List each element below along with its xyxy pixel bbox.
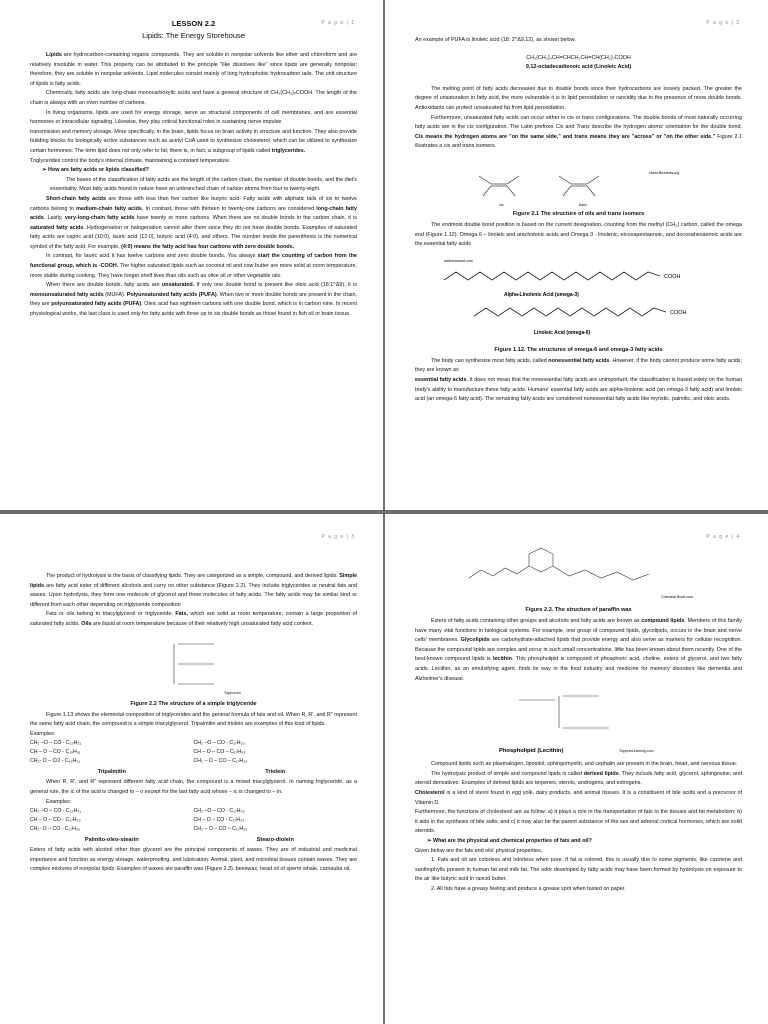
page-number: P a g e | 2: [706, 20, 740, 26]
paraffin-wax-structure: [429, 546, 729, 604]
paragraph: An example of PUFA is linoleic acid (18: 2^Δ9,12), as shown below.: [415, 37, 576, 43]
paragraph: The body can synthesize most fatty acids, called nonessential fatty acids. However, if the body cannot produce some fatty acids; they are known as: [415, 357, 743, 374]
compound-names: Palmito-oleo-stearin Stearo-diolein: [84, 837, 294, 844]
lesson-title: Lipids: The Energy Storehouse: [142, 31, 245, 40]
paragraph: Furthermore, the functions of cholesterol are as follow: a) it plays a role in the transportation of fats to the tissues and fat metabolism; b) it aids in the synthesis of bile salts; and c) it may also be the parent substance of the sex and adrenal cortical hormones, which are solid steroids.: [415, 809, 742, 835]
page-number: P a g e | 3: [321, 534, 355, 540]
paragraph: Given below are the fats and oils' physical properties,: [415, 847, 543, 854]
page-2: [385, 0, 768, 510]
paragraph: The melting point of fatty acids decreases due to double bonds since their hydrocarbons are loosely packed. The greater the degree of unsaturation in fatty acid, the more vulnerable it is to lipid peroxidation or rancidity due to the presence of more double bonds. Antioxidants can protect unsaturated fat from lipid peroxidation.: [415, 85, 742, 111]
figure-caption: Figure 2.3. The structure of paraffin wax: [525, 607, 632, 613]
paragraph: In contrast, for lauric acid it has twelve carbons and zero double bonds. You always start the counting of carbon from the functional group, which is -COOH. The higher saturated lipids such as coconut oil and cow butter are more solid at room temperature, more stable during cooking. They have longer shelf lives than oils such as olive oil or other vegetable oils.: [30, 253, 358, 279]
lesson-number: LESSON 2.2: [171, 19, 216, 28]
paragraph: 1. Fats and oil are colorless and odorless when pure. If fat is colored, this is usually due to some pigments, like carotene and xanthophylls present in human fat and milk fat. The odor developed by fatty acids may have been formed by hydrolysis on exposure to the air like butyric acid in rancid butter.: [415, 857, 742, 883]
paragraph: essential fatty acids. It does not mean that the nonessential fatty acids are unimportant; the classification is based solely on the human body's ability to manufacture these fatty acids. Humans' essential fatty acids are alpha-linolenic acid (an omega-3 fatty acid) and linoleic acid (an omega-6 fatty acid). The remaining fatty acids are considered nonessential fatty acids like myristic, palmitic, and oleic acids.: [415, 376, 742, 403]
page-4: [385, 514, 768, 1024]
question-heading: ➢ How are fatty acids or lipids classified?: [42, 167, 149, 174]
paragraph: Compound lipids such as plasmalogen, lipositol, sphingomyelin, and cephalin are present in the brain, heart, and nervous tissue.: [431, 761, 738, 768]
svg-text:COOH: COOH: [669, 309, 686, 316]
paragraph: Esters of fatty acids containing other groups and alcohols and fatty acids are known as compound lipids. Members of this family have many vital functions in biological systems. For example, one group of compound lipids, glycolipids, occurs in the brain and nerve cells' membranes. Glycolipids are carbohydrate-attached lipids that provide energy and also serve as markers for cellular recognition. Because the compound lipids are complex and occur in such small concentrations, little has been known about them recently. One of the best-known compound lipids is lecithin. This phospholipid is composed of phosphoric acid, choline, esters of glycerol, and two fatty acids. Lecithin, as an emulsifying agent, finds its way in the food industry and medicine for memory disorders like dementia and Alzheimer's disease.: [415, 618, 742, 682]
paragraph: In living organisms, lipids are used for energy storage, serve as structural components of cell membranes, and are essential hormones or intracellular signaling. Likewise, they play critical functional roles in sustaining nerve impulse: [30, 109, 357, 126]
figure-caption: Figure 2.1 The structure of oils and trans isomers: [512, 210, 645, 217]
examples-label: Examples:: [46, 798, 72, 805]
paragraph: Chemically, fatty acids are long-chain monocarboxylic acids and have a general structure of CH₃(CH₂)ₙCOOH. The length of the chain is always with an even number of carbons.: [30, 90, 357, 106]
paragraph: The bases of the classification of fatty acids are the length of the carbon chain, the number of double bonds, and the diet's essentiality. Most fatty acids found in nature have an unbranched chain of carbon atoms from four to twenty-eight.: [50, 176, 357, 193]
page-number: P a g e | 1: [321, 20, 355, 26]
page-1: [0, 0, 383, 510]
linoleic-label: Linoleic Acid (omega-6): [533, 329, 590, 336]
omega-fatty-acid-diagram: [424, 252, 734, 344]
lecithin-structure: [479, 686, 679, 758]
paragraph: Short-chain fatty acids are those with less than five carbon like butyric acid. Fatty acids with aliphatic tails of six to twelve carbons belong to medium-chain fatty acids. In contrast, those with thirteen to twenty-one carbons are considered long-chain fatty acids. Lastly, very-long-chain fatty acids have twenty or more carbons. When there are no double bonds in the carbon chain, it is saturated fatty acids. Hydrogenation or halogenation cannot alter them since they do not have double bonds. Examples of saturated fatty acids are capric acid (10:0), lauric acid (12:0), butyric acid (4:0), and others. The number inside the parenthesis is the numerical symbol of the fatty acid. For example, (4:0) means the fatty acid has four carbons with zero double bonds.: [30, 195, 357, 250]
paragraph: When there are double bonds, fatty acids are unsaturated. If only one double bond is present like oleic acid (18:1^Δ9), it is monounsaturated fatty acids (MUFA). Polyunsaturated fatty acids (PUFA). When two or more double bonds are present in the chain, they are polyunsaturated fatty acids (PUFA). Oleic acid has eighteen carbons with one double bond, which is in carbon nine. In recent physiological works, the last class is used only for fatty acids with three up to six double bonds as those found in fish oil or brain tissue.: [30, 282, 357, 318]
paragraph: The endmost double bond position is based on the current designation, counting from the methyl (CH₃) carbon, called the omega end (Figure 1.12). Omega 6 – linoleic and arachidonic acids and Omega 3 - linolenic, eicosapentaenoic, and docosahexaenoic acids are the essential fatty acids: [415, 221, 742, 248]
paragraph: Furthermore, unsaturated fatty acids can occur either in cis or trans configurations. The double bonds of most naturally occurring fatty acids are in the cis configuration. The Latin prefixes Cis and Trans describe the hydrogen atoms' orientation for the double bond. Cis means the hydrogen atoms are "on the same side," and trans means they are "across" or "on the other side." Figure 2.1 illustrates a cis and trans isomers.: [415, 114, 743, 150]
figure-caption: Figure 2.2 The structure of a simple triglyceride: [130, 700, 257, 707]
paragraph: The product of hydrolysis is the basis of classifying lipids. They are categorized as a simple, compound, and derived lipids. Simple lipids are fatty acid ester of different alcohols and carry no other substance (Figure 2.2). They include triglycerides or neutral fats and waxes. Upon hydrolysis, they form one molecule of glycerol and three molecules of fatty acids. The fatty acids may be similar kind or different from each other depending on triglyceride composition: [30, 573, 357, 608]
paragraph: Esters of fatty acids with alcohol other than glycerol are the principal components of waxes. They are of industrial and medicinal importance and function as energy storage, waterproofing, and lubrication. Animal, plant, and microbial tissues contain waxes. They are complex mixtures of nonpolar lipids. Examples of waxes are paraffin wax (Figure 2.3), beeswax, head oil of sperm whale, carnauba oil,: [30, 847, 357, 873]
question-heading: ➢ What are the physical and chemical properties of fats and oil?: [427, 837, 592, 844]
paragraph: Cholesterol is a kind of sterol found in egg yolk, dairy products, and animal tissues. It is a constituent of bile acids and a precursor of Vitamin D.: [415, 789, 742, 806]
page-3: [0, 514, 383, 1024]
paragraph: The hydrolysis product of simple and compound lipids is called derived lipids. They include fatty acid, glycerol, sphingosine, and steroid derivatives. Examples of derived lipids are terpenes, sterols, androgens, and estrogens.: [415, 770, 742, 787]
example-formulas: CH₂ –O – CO - C₁₅H₃₁ CH – O – CO - C₁₅H₃₁ CH₂- O – CO - C₁₅H₃₁ CH₂ –O – CO - C₁₇H₃₃ CH – O – CO – C₁₇H₃₃ CH₂ – O – CO – C₁₇H₃₃: [30, 740, 248, 765]
figure-source: chem.libretexts.org: [648, 170, 679, 175]
figure-source: Chemical Book.com: [660, 595, 693, 599]
page-number: P a g e | 4: [706, 534, 740, 540]
paragraph: Fats or oils belong to triacylglycerol or triglyceride. Fats, which are solid at room temperature, contain a large proportion of saturated fatty acids. Oils are liquid at room temperature because of their relatively high unsaturated fatty acid content.: [30, 611, 357, 627]
examples-label: Examples:: [30, 730, 56, 737]
formula-name: 9,12-octadecadienoic acid (Linoleic Acid): [525, 64, 632, 71]
alpha-linolenic-label: Alpha-Linolenic Acid (omega-3): [503, 291, 579, 298]
svg-text:COOH: COOH: [663, 273, 680, 280]
triglyceride-diagram: [114, 632, 274, 698]
figure-source: Toppr.com: [223, 690, 241, 695]
lecithin-label: Phospholipid (Lecithin): [498, 748, 563, 755]
paragraph: When R, R', and R" represent different fatty acid chain, the compound is a mixed triacylglycerol. In naming triglyceride, as a general rule, the ic of the acid is changed to – o except for the last fatty acid whose – ic is changed to – in.: [30, 779, 357, 795]
figure-source: ToppersLearning.com: [618, 749, 654, 754]
paragraph: 2. All fats have a greasy feeling and produce a grease spot when tasted on paper.: [431, 885, 626, 892]
figure-source: wellnessmart.com: [443, 258, 473, 263]
compound-names: Tripalmitin Triolein: [97, 769, 286, 776]
paragraph: Lipids are hydrocarbon-containing organic compounds. They are soluble in nonpolar solvents like ether and chloroform and are relatively insoluble in water. This property can be attributed to the principle "like dissolves like" since lipids are generally nonpolar; therefore, they are soluble in nonpolar solvents. Lipid molecules consist mainly of long hydrophobic hydrocarbon tails. The unit structure of lipids is fatty acids.: [30, 52, 357, 87]
trans-label: trans: [578, 202, 587, 207]
cis-trans-isomer-diagram: [429, 154, 729, 208]
paragraph: Figure 1.13 shows the elemental composition of triglycerides and the general formula of fats and oil. When R, R', and R" represent the same fatty acid chain, the compound is a simple triacylglycerol. Tripalmitin and triolein are examples of this kind of lipids.: [30, 711, 357, 728]
paragraph: transmission and memory storage. More specifically, in the brain, lipids focus on brain activity in structure and function. They also provide building blocks for biologically active substances such as acetyl CoA used to synthesize cholesterol, which can be utilized to synthesize certain hormones. The term lipid does not only refer to fat; there is, in fact, a subgroup of lipids called triglycerides. Triglycerides control the body's internal climate, maintaining a constant temperature.: [30, 128, 357, 164]
example-formulas: CH₂ –O – CO - C₁₅H₃₁ CH – O – CO - C₁₇H₃₃ CH₂- O – CO - C₁₇H₃₅ CH₂ –O – CO - C₁₇H₃₅ CH – O – CO - C₁₇H₃₃ CH₂ – O – CO – C₁₇H₃₃: [30, 808, 248, 833]
figure-caption: Figure 1.12. The structures of omega-6 and omega-3 fatty acids: [494, 346, 663, 353]
chemical-formula: CH₃(CH₂)₄CH=CHCH₂CH=CH(CH₂)₇COOH: [526, 54, 631, 61]
cis-label: cis: [498, 202, 503, 207]
